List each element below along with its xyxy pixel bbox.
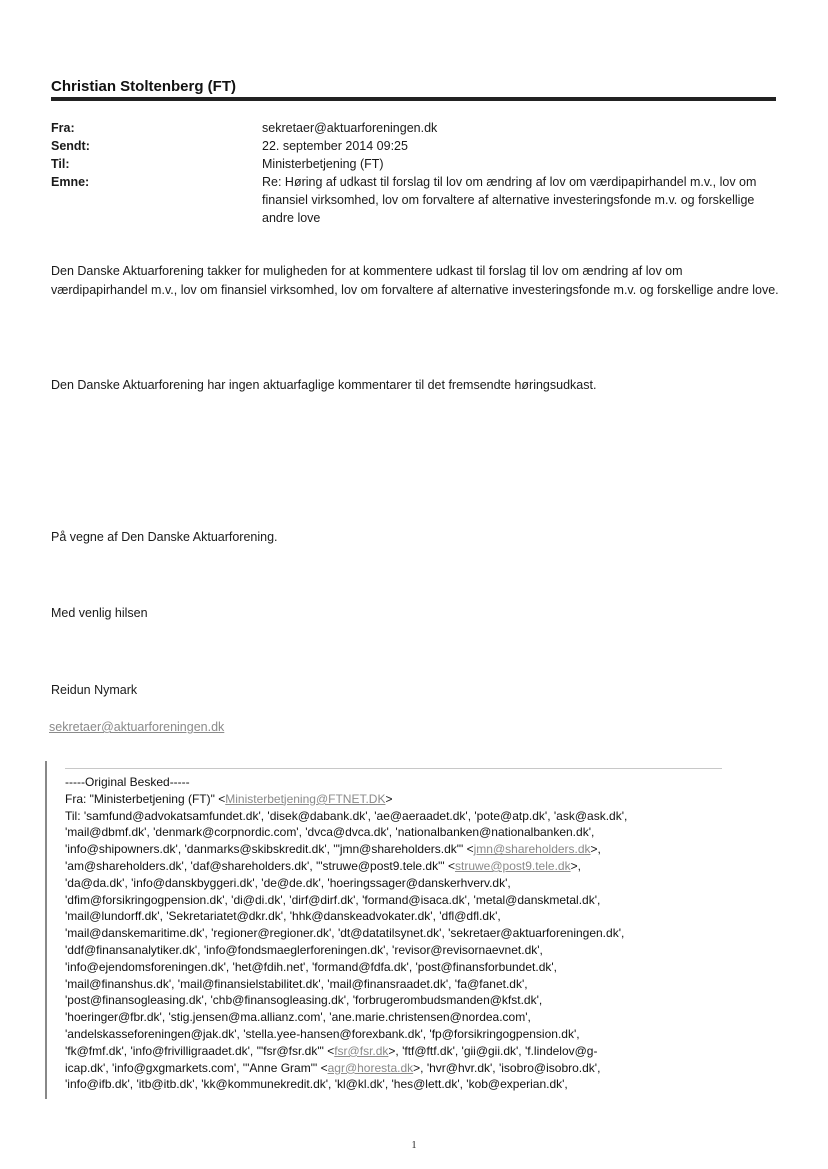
recipient-line: 'andelskasseforeningen@jak.dk', 'stella.yee-hansen@forexbank.dk', 'fp@forsikringogpension.dk', [65, 1026, 580, 1041]
title-divider [51, 97, 776, 101]
recipient-link[interactable]: agr@horesta.dk [327, 1060, 414, 1075]
quoted-from-link[interactable]: Ministerbetjening@FTNET.DK [225, 791, 386, 806]
to-value: Ministerbetjening (FT) [262, 157, 384, 171]
quoted-from-end: > [385, 791, 393, 806]
page-number: 1 [411, 1140, 417, 1151]
body-paragraph-on-behalf: På vegne af Den Danske Aktuarforening. [51, 530, 278, 544]
sender-name: Reidun Nymark [51, 683, 138, 697]
recipient-line: 'mail@dbmf.dk', 'denmark@corpnordic.com', 'dvca@dvca.dk', 'nationalbanken@nationalbanken.dk', [65, 825, 595, 840]
quoted-from-line [65, 791, 745, 808]
sent-row [51, 137, 776, 155]
subject-label: Emne: [51, 175, 90, 189]
recipient-text: 'fk@fmf.dk', 'info@frivilligraadet.dk', '"fsr@fsr.dk"' < [65, 1043, 335, 1058]
from-row [51, 119, 776, 137]
recipient-line: 'info@ifb.dk', 'itb@itb.dk', 'kk@kommunekredit.dk', 'kl@kl.dk', 'hes@lett.dk', 'kob@experian.dk', [65, 1077, 568, 1092]
recipient-line: 'mail@finanshus.dk', 'mail@finansielstabilitet.dk', 'mail@finansraadet.dk', 'fa@fanet.dk', [65, 976, 528, 991]
recipient-text: >, [590, 842, 601, 857]
recipient-line: 'info@ejendomsforeningen.dk', 'het@fdih.net', 'formand@fdfa.dk', 'post@finansforbundet.dk', [65, 959, 557, 974]
recipient-line [65, 858, 745, 875]
email-header [51, 119, 776, 227]
quoted-message [65, 774, 745, 1093]
recipient-text: 'info@shipowners.dk', 'danmarks@skibskredit.dk', '"jmn@shareholders.dk"' < [65, 842, 474, 857]
signature-email-link[interactable]: sekretaer@aktuarforeningen.dk [49, 720, 225, 734]
subject-value: Re: Høring af udkast til forslag til lov om ændring af lov om værdipapirhandel m.v., lov om finansiel virksomhed, lov om forvaltere af alternative investeringsfonde m.v. og forskellige andre love [262, 175, 757, 225]
recipient-line: 'da@da.dk', 'info@danskbyggeri.dk', 'de@de.dk', 'hoeringssager@danskerhverv.dk', [65, 875, 511, 890]
quoted-from-text: Fra: "Ministerbetjening (FT)" < [65, 791, 226, 806]
quote-divider [65, 768, 722, 769]
recipient-line [65, 1060, 745, 1077]
recipient-line [65, 841, 745, 858]
recipient-line: 'post@finansogleasing.dk', 'chb@finansogleasing.dk', 'forbrugerombudsmanden@kfst.dk', [65, 993, 543, 1008]
to-label: Til: [51, 157, 70, 171]
to-row [51, 155, 776, 173]
body-paragraph-no-comments: Den Danske Aktuarforening har ingen aktuarfaglige kommentarer til det fremsendte høringsudkast. [51, 378, 597, 392]
from-label: Fra: [51, 121, 75, 135]
recipient-line: 'ddf@finansanalytiker.dk', 'info@fondsmaeglerforeningen.dk', 'revisor@revisornaevnet.dk', [65, 942, 543, 957]
recipient-link[interactable]: fsr@fsr.dk [334, 1043, 389, 1058]
recipient-line: 'mail@danskemaritime.dk', 'regioner@regioner.dk', 'dt@datatilsynet.dk', 'sekretaer@aktuarforeningen.dk', [65, 926, 625, 941]
recipient-text: icap.dk', 'info@gxgmarkets.com', '"Anne Gram"' < [65, 1060, 328, 1075]
body-paragraph-thanks: Den Danske Aktuarforening takker for muligheden for at kommentere udkast til forslag til lov om ændring af lov om værdipapirhandel m.v., lov om finansiel virksomhed, lov om forvaltere af alternative investeringsfonde m.v. og forskellige andre love. [51, 264, 779, 297]
quoted-heading: -----Original Besked----- [65, 775, 190, 789]
quote-bar [45, 761, 47, 1099]
recipient-text: 'am@shareholders.dk', 'daf@shareholders.dk', '"struwe@post9.tele.dk"' < [65, 858, 455, 873]
recipient-text: >, 'hvr@hvr.dk', 'isobro@isobro.dk', [413, 1060, 601, 1075]
sent-value: 22. september 2014 09:25 [262, 139, 408, 153]
recipient-text: >, [570, 858, 581, 873]
recipient-line: 'hoeringer@fbr.dk', 'stig.jensen@ma.allianz.com', 'ane.marie.christensen@nordea.com', [65, 1010, 531, 1025]
recipient-link[interactable]: struwe@post9.tele.dk [455, 858, 571, 873]
sent-label: Sendt: [51, 139, 90, 153]
recipient-line: 'dfim@forsikringogpension.dk', 'di@di.dk', 'dirf@dirf.dk', 'formand@isaca.dk', 'metal@danskmetal.dk', [65, 892, 601, 907]
recipient-link[interactable]: jmn@shareholders.dk [473, 842, 591, 857]
recipient-text: >, 'ftf@ftf.dk', 'gii@gii.dk', 'f.lindelov@g- [388, 1043, 598, 1058]
closing-greeting: Med venlig hilsen [51, 606, 148, 620]
recipient-line: Til: 'samfund@advokatsamfundet.dk', 'disek@dabank.dk', 'ae@aeraadet.dk', 'pote@atp.dk', 'ask@ask.dk', [65, 808, 628, 823]
recipient-line [65, 1043, 745, 1060]
recipient-line: 'mail@lundorff.dk', 'Sekretariatet@dkr.dk', 'hhk@danskeadvokater.dk', 'dfl@dfl.dk', [65, 909, 501, 924]
from-value: sekretaer@aktuarforeningen.dk [262, 121, 438, 135]
page-title: Christian Stoltenberg (FT) [51, 78, 236, 95]
subject-row [51, 173, 776, 227]
